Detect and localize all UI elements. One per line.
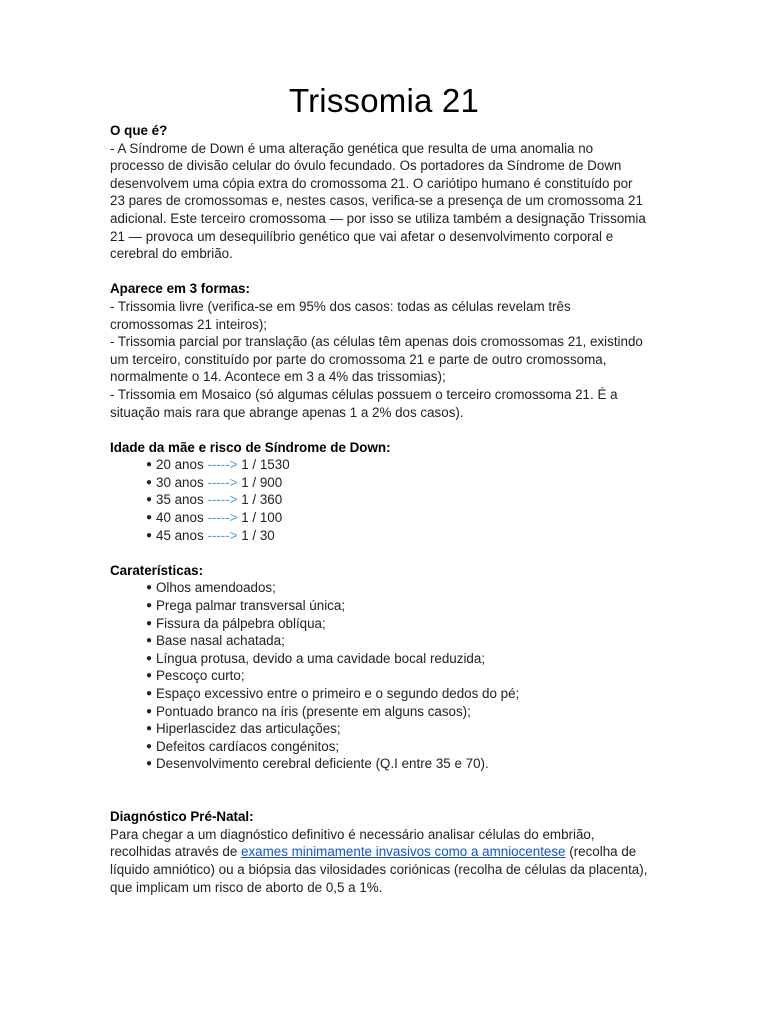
bullet-icon: ● xyxy=(146,652,153,664)
characteristic-text: Hiperlascidez das articulações; xyxy=(156,721,341,737)
characteristic-text: Espaço excessivo entre o primeiro e o segundo dedos do pé; xyxy=(156,686,520,701)
document-body xyxy=(110,122,650,896)
characteristic-text: Desenvolvimento cerebral deficiente (Q.I entre 35 e 70). xyxy=(156,756,489,772)
list-item xyxy=(146,491,650,509)
arrow-icon: -----> xyxy=(207,527,238,543)
form-item: - Trissomia em Mosaico (só algumas células possuem o terceiro cromossoma 21. É a situação mais rara que abrange apenas 1 a 2% dos casos). xyxy=(110,386,618,420)
bullet-icon: ● xyxy=(146,688,153,699)
age-label: 40 anos xyxy=(156,510,204,526)
list-item xyxy=(146,474,650,492)
section-what-is-text: - A Síndrome de Down é uma alteração genética que resulta de uma anomalia no processo de divisão celular do óvulo fecundado. Os portadores da Síndrome de Down desenvolvem uma cópia extra do cromossoma 21. O cariótipo humano é constituído por 23 pares de cromossomas e, nestes casos, verifica-se a presença de um cromossoma 21 adicional. Este terceiro cromossoma — por isso se utiliza também a designação Trissomia 21 — provoca um desequilíbrio genético que vai afetar o desenvolvimento corporal e cerebral do embrião. xyxy=(110,140,646,262)
characteristic-text: Base nasal achatada; xyxy=(156,633,285,649)
age-label: 35 anos xyxy=(156,492,204,508)
bullet-icon: ● xyxy=(146,758,153,770)
bullet-icon: ● xyxy=(146,529,153,541)
form-item: - Trissomia parcial por translação (as células têm apenas dois cromossomas 21, existindo um terceiro, constituído por parte do cromossoma 21 e parte de outro cromossoma, normalmente o 14. Acontece em 3 a 4% das trissomias); xyxy=(110,334,643,385)
risk-value: 1 / 30 xyxy=(241,527,275,543)
page-title: Trissomia 21 xyxy=(288,82,480,119)
bullet-icon: ● xyxy=(146,582,153,594)
list-item xyxy=(146,615,650,633)
age-risk-list xyxy=(110,456,650,544)
list-item xyxy=(146,720,650,738)
section-heading-forms: Aparece em 3 formas: xyxy=(110,281,250,297)
characteristic-text: Defeitos cardíacos congénitos; xyxy=(156,738,340,754)
arrow-icon: -----> xyxy=(207,474,238,490)
risk-value: 1 / 360 xyxy=(241,492,283,508)
bullet-icon: ● xyxy=(146,705,153,717)
bullet-icon: ● xyxy=(146,635,153,647)
characteristic-text: Fissura da pálpebra oblíqua; xyxy=(156,615,326,631)
prenatal-text-before: Para chegar a um diagnóstico definitivo é necessário analisar células do embrião, recolhidas através de xyxy=(110,826,595,860)
prenatal-text-after: (recolha de líquido amniótico) ou a biópsia das vilosidades coriónicas (recolha de células da placenta), que implicam um risco de aborto de 0,5 a 1%. xyxy=(110,844,648,895)
characteristic-text: Pontuado branco na íris (presente em alguns casos); xyxy=(156,703,471,719)
section-heading-mother-age-risk: Idade da mãe e risco de Síndrome de Down: xyxy=(110,439,391,455)
list-item xyxy=(146,456,650,474)
list-item xyxy=(146,597,650,615)
bullet-icon: ● xyxy=(146,740,153,752)
bullet-icon: ● xyxy=(146,617,153,629)
bullet-icon: ● xyxy=(146,476,153,488)
arrow-icon: -----> xyxy=(207,492,238,508)
list-item xyxy=(146,527,650,545)
risk-value: 1 / 900 xyxy=(241,474,283,490)
list-item xyxy=(146,650,650,668)
age-label: 20 anos xyxy=(156,457,204,473)
list-item xyxy=(146,755,650,773)
bullet-icon: ● xyxy=(146,512,153,524)
bullet-icon: ● xyxy=(146,723,153,735)
risk-value: 1 / 100 xyxy=(241,510,283,526)
list-item xyxy=(146,509,650,527)
bullet-icon: ● xyxy=(146,670,153,682)
list-item xyxy=(146,738,650,756)
bullet-icon: ● xyxy=(146,459,153,471)
section-prenatal-text xyxy=(110,826,650,896)
characteristic-text: Olhos amendoados; xyxy=(156,580,276,596)
bullet-icon: ● xyxy=(146,494,153,506)
form-item: - Trissomia livre (verifica-se em 95% dos casos: todas as células revelam três cromossomas 21 inteiros); xyxy=(110,298,571,332)
arrow-icon: -----> xyxy=(207,510,238,526)
risk-value: 1 / 1530 xyxy=(241,457,290,473)
list-item xyxy=(146,685,650,703)
bullet-icon: ● xyxy=(146,600,153,612)
age-label: 45 anos xyxy=(156,527,204,543)
amniocentesis-link[interactable]: exames minimamente invasivos como a amniocentese xyxy=(241,844,566,860)
list-item xyxy=(146,703,650,721)
section-heading-prenatal-diagnosis: Diagnóstico Pré-Natal: xyxy=(110,809,254,825)
list-item xyxy=(146,667,650,685)
section-heading-characteristics: Caraterísticas: xyxy=(110,562,204,578)
arrow-icon: -----> xyxy=(207,457,238,473)
list-item xyxy=(146,579,650,597)
section-heading-what-is: O que é? xyxy=(110,123,168,138)
characteristics-list xyxy=(110,579,650,773)
characteristic-text: Língua protusa, devido a uma cavidade bocal reduzida; xyxy=(156,650,486,666)
characteristic-text: Pescoço curto; xyxy=(156,668,245,684)
characteristic-text: Prega palmar transversal única; xyxy=(156,598,346,614)
age-label: 30 anos xyxy=(156,474,204,490)
list-item xyxy=(146,632,650,650)
